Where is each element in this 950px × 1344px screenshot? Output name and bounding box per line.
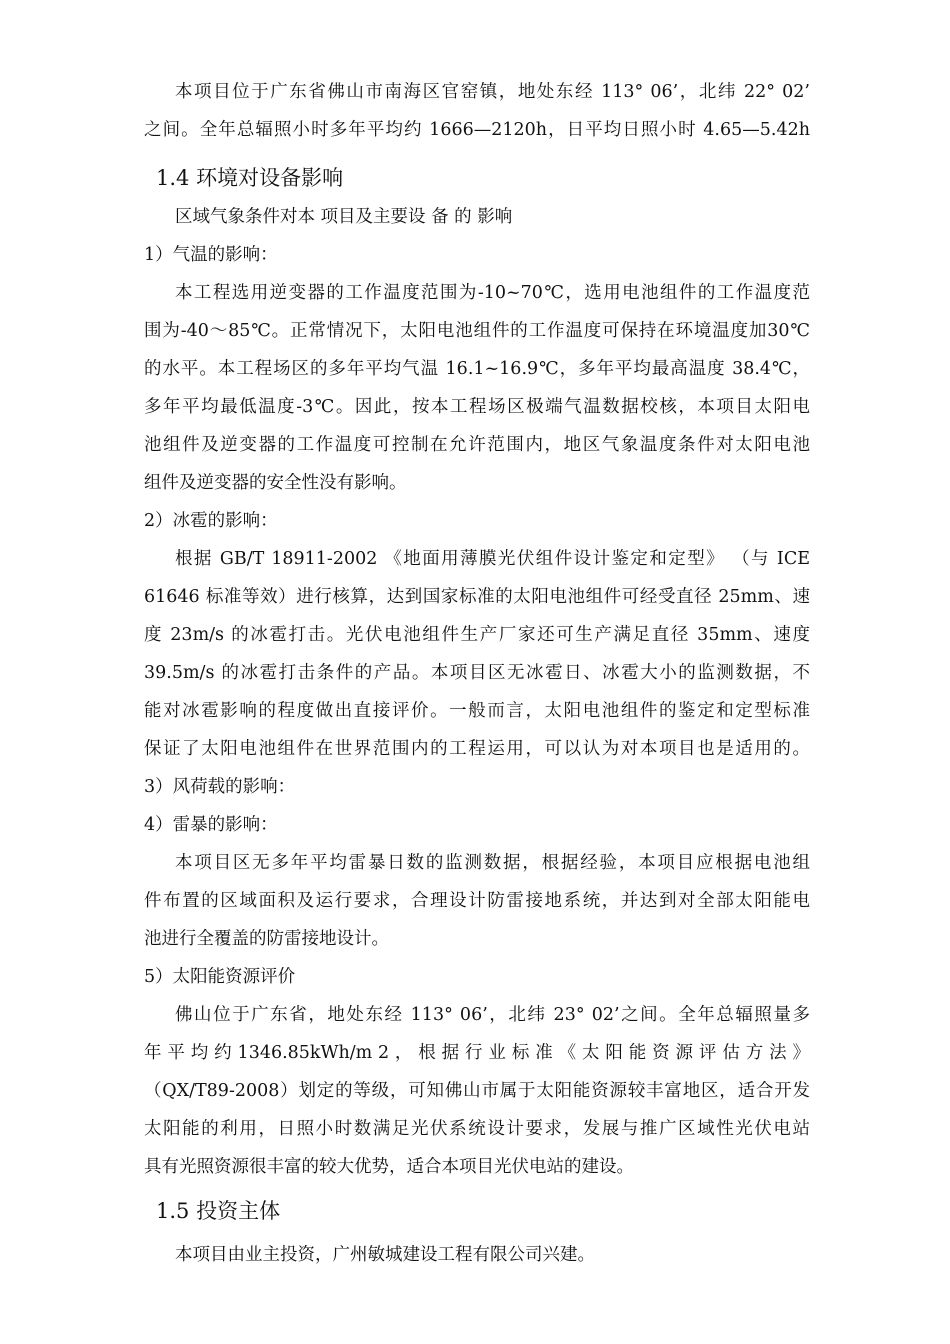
paragraph-line: 佛山位于广东省，地处东经 113° 06’，北纬 23° 02’之间。全年总辐照量多	[175, 1005, 810, 1025]
paragraph-line: 能对冰雹影响的程度做出直接评价。一般而言，太阳电池组件的鉴定和定型标准	[144, 701, 810, 721]
paragraph-line: 度 23m/s 的冰雹打击。光伏电池组件生产厂家还可生产满足直径 35mm、速度	[144, 625, 810, 645]
paragraph-line: 本项目区无多年平均雷暴日数的监测数据，根据经验，本项目应根据电池组	[175, 853, 810, 873]
item-title-temperature: 1）气温的影响：	[144, 245, 278, 265]
paragraph-line: 具有光照资源很丰富的较大优势，适合本项目光伏电站的建设。	[144, 1157, 634, 1177]
paragraph-line: 根据 GB/T 18911-2002 《地面用薄膜光伏组件设计鉴定和定型》 （与 ICE	[175, 549, 810, 569]
paragraph-line: 61646 标准等效）进行核算，达到国家标准的太阳电池组件可经受直径 25mm、速	[144, 587, 810, 607]
paragraph-line: 池组件及逆变器的工作温度可控制在允许范围内，地区气象温度条件对太阳电池	[144, 435, 810, 455]
intro-line-1: 本项目位于广东省佛山市南海区官窑镇，地处东经 113° 06’，北纬 22° 02’	[175, 82, 810, 102]
paragraph-line: 保证了太阳电池组件在世界范围内的工程运用，可以认为对本项目也是适用的。	[144, 739, 810, 759]
item-title-wind-load: 3）风荷载的影响：	[144, 777, 296, 797]
paragraph-line: 池进行全覆盖的防雷接地设计。	[144, 929, 389, 949]
intro-line-2: 之间。全年总辐照小时多年平均约 1666—2120h，日平均日照小时 4.65—5.42h	[144, 120, 810, 140]
paragraph-line: 的水平。本工程场区的多年平均气温 16.1~16.9℃，多年平均最高温度 38.4℃，	[144, 359, 810, 379]
paragraph-line: 件布置的区域面积及运行要求，合理设计防雷接地系统，并达到对全部太阳能电	[144, 891, 810, 911]
section-heading-1-4: 1.4 环境对设备影响	[156, 166, 344, 190]
section-subtitle: 区域气象条件对本 项目及主要设 备 的 影响	[175, 207, 513, 227]
paragraph-line: 本工程选用逆变器的工作温度范围为-10~70℃，选用电池组件的工作温度范	[175, 283, 810, 303]
item-title-thunderstorm: 4）雷暴的影响：	[144, 815, 278, 835]
paragraph-line: （QX/T89-2008）划定的等级，可知佛山市属于太阳能资源较丰富地区，适合开发	[144, 1081, 810, 1101]
paragraph-line: 太阳能的利用，日照小时数满足光伏系统设计要求，发展与推广区域性光伏电站	[144, 1119, 810, 1139]
section-heading-1-5: 1.5 投资主体	[156, 1199, 281, 1223]
paragraph-line: 组件及逆变器的安全性没有影响。	[144, 473, 407, 493]
paragraph-line: 多年平均最低温度-3℃。因此，按本工程场区极端气温数据校核，本项目太阳电	[144, 397, 810, 417]
paragraph-line: 围为-40～85℃。正常情况下，太阳电池组件的工作温度可保持在环境温度加30℃	[144, 321, 810, 341]
item-title-solar-resource: 5）太阳能资源评价	[144, 967, 296, 987]
item-title-hail: 2）冰雹的影响：	[144, 511, 278, 531]
paragraph-line: 年 平 均 约 1346.85kWh/m 2 ， 根 据 行 业 标 准 《 太 阳 能 资 源 评 估 方 法 》	[144, 1043, 810, 1063]
paragraph-line: 39.5m/s 的冰雹打击条件的产品。本项目区无冰雹日、冰雹大小的监测数据，不	[144, 663, 810, 683]
paragraph-line: 本项目由业主投资，广州敏城建设工程有限公司兴建。	[175, 1245, 595, 1265]
